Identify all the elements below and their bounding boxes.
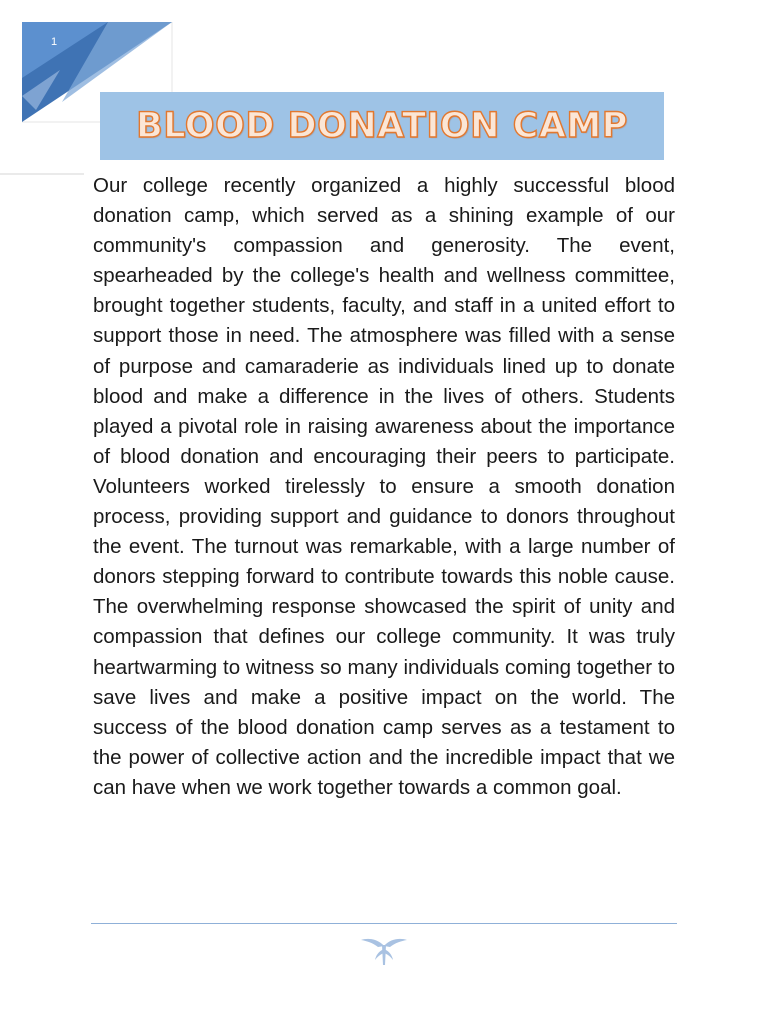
body-paragraph: Our college recently organized a highly successful blood donation camp, which served as a shining example of our community's compassion and generosity. The event, spearheaded by the college's health and wellness committee, brought together students, faculty, and staff in a united effort to support those in need. The atmosphere was filled with a sense of purpose and camaraderie as individuals lined up to donate blood and make a difference in the lives of others. Students played a pivotal role in raising awareness about the importance of blood donation and encouraging their peers to participate. Volunteers worked tirelessly to ensure a smooth donation process, providing support and guidance to donors throughout the event. The turnout was remarkable, with a large number of donors stepping forward to contribute towards this noble cause. The overwhelming response showcased the spirit of unity and compassion that defines our college community. It was truly heartwarming to witness so many individuals coming together to save lives and make a positive impact on the world. The success of the blood donation camp serves as a testament to the power of collective action and the incredible impact that we can have when we work together towards a common goal. bbox=[93, 174, 675, 799]
footer-ornament-icon bbox=[359, 932, 409, 968]
title-banner bbox=[100, 92, 664, 160]
page-number: 1 bbox=[51, 36, 58, 48]
page-title: BLOOD DONATION CAMP bbox=[136, 106, 628, 146]
footer-rule bbox=[91, 923, 677, 924]
